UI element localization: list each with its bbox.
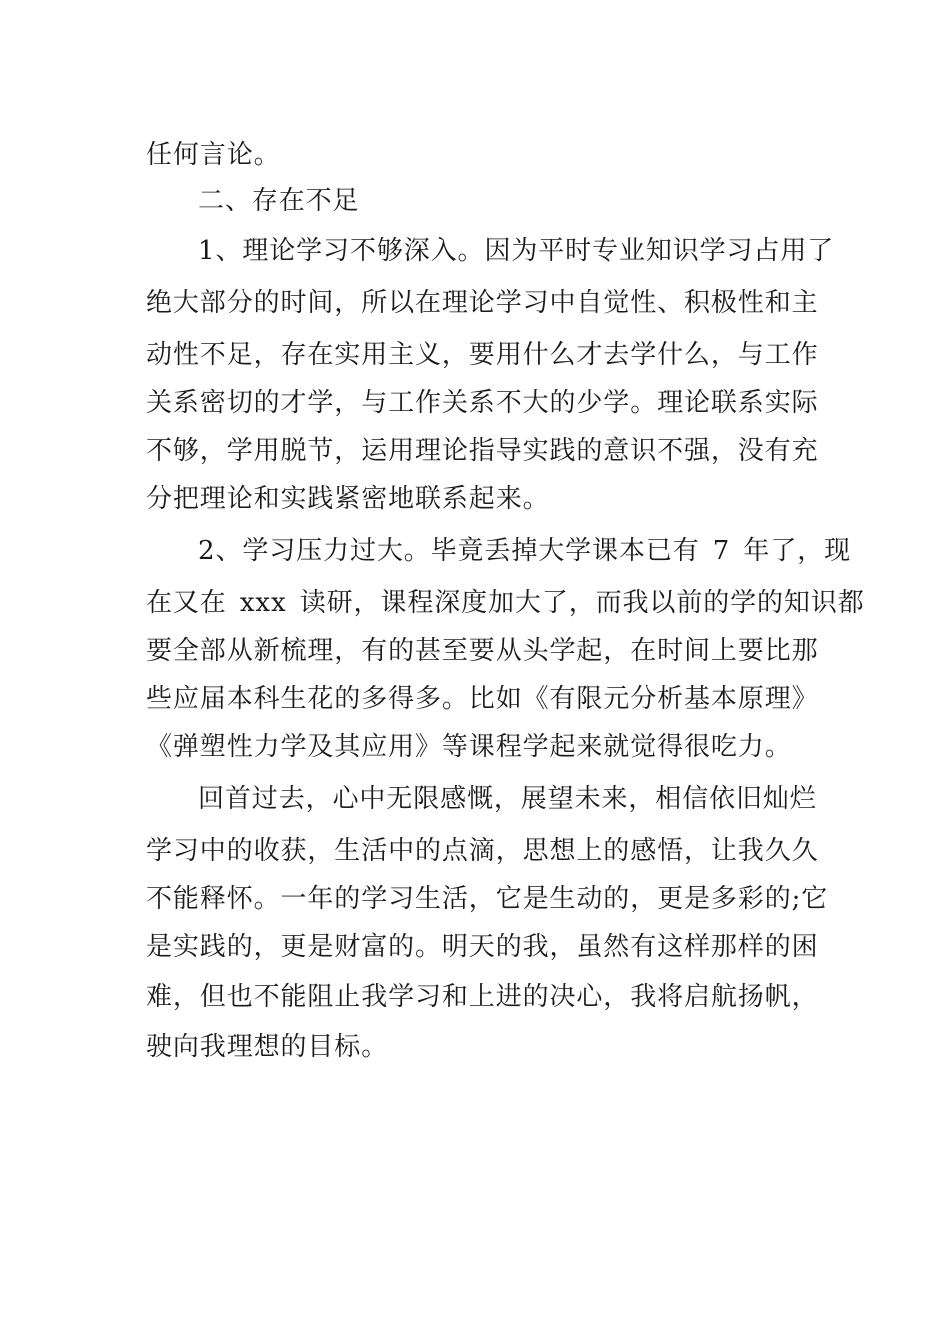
text-line: 回首过去，心中无限感慨，展望未来，相信依旧灿烂 <box>198 784 817 814</box>
text-line: 1、理论学习不够深入。因为平时专业知识学习占用了 <box>198 236 835 266</box>
text-line: 在又在 xxx 读研，课程深度加大了，而我以前的学的知识都 <box>146 588 865 618</box>
text-line: 绝大部分的时间，所以在理论学习中自觉性、积极性和主 <box>146 288 819 318</box>
text-line: 2、学习压力过大。毕竟丢掉大学课本已有 7 年了，现 <box>198 536 852 566</box>
text-line: 学习中的收获，生活中的点滴，思想上的感悟，让我久久 <box>146 836 819 866</box>
text-line: 任何言论。 <box>146 140 281 170</box>
text-line: 不能释怀。一年的学习生活，它是生动的，更是多彩的;它 <box>146 884 829 914</box>
text-line: 动性不足，存在实用主义，要用什么才去学什么，与工作 <box>146 340 819 370</box>
text-line: 不够，学用脱节，运用理论指导实践的意识不强，没有充 <box>146 436 819 466</box>
text-line: 分把理论和实践紧密地联系起来。 <box>146 484 550 514</box>
text-line: 要全部从新梳理，有的甚至要从头学起，在时间上要比那 <box>146 636 819 666</box>
text-line: 《弹塑性力学及其应用》等课程学起来就觉得很吃力。 <box>146 732 792 762</box>
text-line: 些应届本科生花的多得多。比如《有限元分析基本原理》 <box>146 684 819 714</box>
text-line: 关系密切的才学，与工作关系不大的少学。理论联系实际 <box>146 388 819 418</box>
section-heading: 二、存在不足 <box>198 186 360 216</box>
text-line: 是实践的，更是财富的。明天的我，虽然有这样那样的困 <box>146 932 819 962</box>
text-line: 难，但也不能阻止我学习和上进的决心，我将启航扬帆， <box>146 982 819 1012</box>
text-line: 驶向我理想的目标。 <box>146 1032 389 1062</box>
